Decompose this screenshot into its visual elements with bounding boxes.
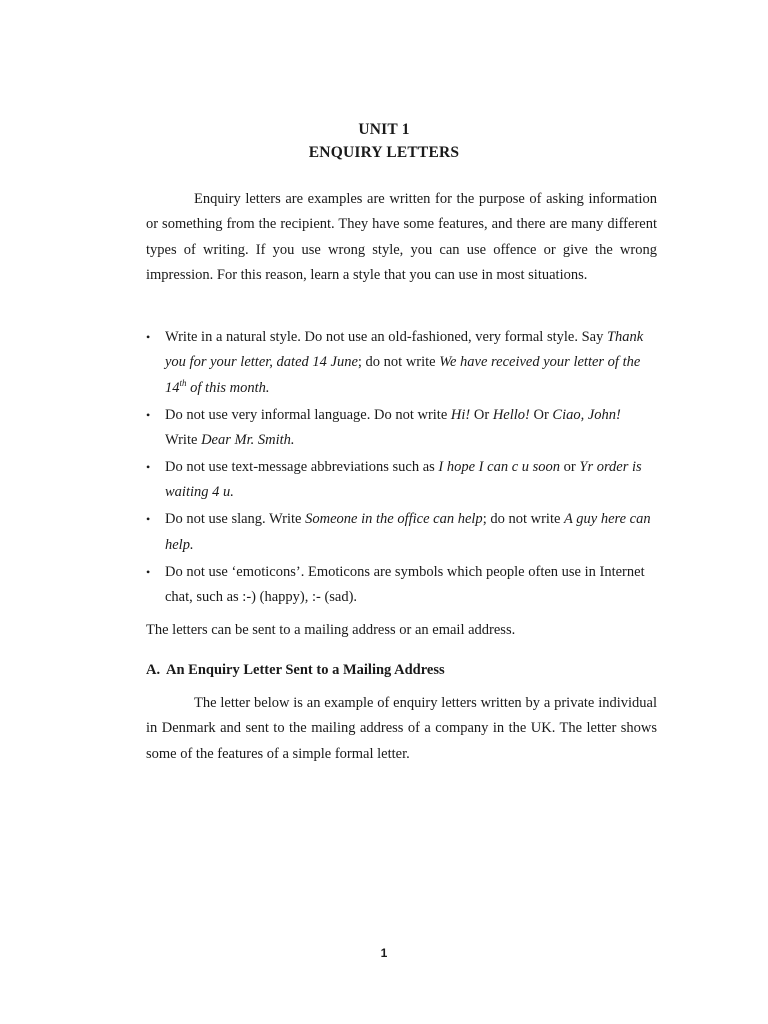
list-item xyxy=(146,455,657,506)
bullet-text: Or xyxy=(529,406,553,423)
bullet-text: Or xyxy=(470,406,493,423)
bullet-text: ; do not write xyxy=(482,511,565,528)
section-a-paragraph: The letter below is an example of enquiry letters written by a private individual in Denmark and sent to the mailing address of a company in the UK. The letter shows some of the features of a simple formal letter. xyxy=(146,695,657,762)
bullet-icon: • xyxy=(146,330,151,344)
ordinal-superscript: th xyxy=(179,377,187,388)
list-item xyxy=(146,507,657,558)
bullet-text: Do not use text-message abbreviations such as xyxy=(165,459,439,476)
bullet-icon: • xyxy=(146,407,151,422)
delivery-sentence: The letters can be sent to a mailing address or an email address. xyxy=(146,622,516,638)
bullet-example: Someone in the office can help xyxy=(305,511,483,528)
bullet-text: or xyxy=(560,459,580,476)
section-title: An Enquiry Letter Sent to a Mailing Address xyxy=(166,662,445,678)
bullet-text: Write xyxy=(165,431,202,448)
bullet-text: Do not use very informal language. Do not write xyxy=(165,406,451,423)
bullet-example: I hope I can c u soon xyxy=(438,459,561,476)
bullet-text: Do not use slang. Write xyxy=(165,511,306,528)
bullet-text: Write in a natural style. Do not use an old-fashioned, very formal style. Say xyxy=(165,329,607,345)
bullet-example: Yr order is waiting 4 u. xyxy=(165,459,642,501)
bullet-icon: • xyxy=(146,564,151,579)
bullet-example: Hello! xyxy=(492,406,530,423)
bullet-example: Ciao, John! xyxy=(552,406,621,423)
bullet-icon: • xyxy=(146,512,151,527)
style-guidelines-list xyxy=(146,325,657,612)
section-letter: A. xyxy=(146,662,161,678)
unit-subject: ENQUIRY LETTERS xyxy=(308,144,460,161)
bullet-example: Hi! xyxy=(450,406,471,423)
bullet-icon: • xyxy=(146,460,151,475)
list-item xyxy=(146,560,657,611)
section-a-heading xyxy=(146,658,445,683)
title-block xyxy=(0,118,768,164)
bullet-example: Dear Mr. Smith. xyxy=(201,431,295,448)
bullet-text: Do not use ‘emoticons’. Emoticons are symbols which people often use in Internet chat, such as :-) (happy), :- (sad). xyxy=(165,563,645,606)
bullet-example: Thank you for your letter, dated 14 June xyxy=(165,329,644,371)
bullet-text: ; do not write xyxy=(357,354,440,371)
bullet-example: We have received your letter of the 14 xyxy=(165,354,641,396)
unit-title: UNIT 1 xyxy=(358,121,410,138)
bullet-example: A guy here can help. xyxy=(165,511,651,553)
list-item xyxy=(146,403,657,454)
intro-paragraph: Enquiry letters are examples are written for the purpose of asking information or something from the recipient. They have some features, and there are many different types of writing. If you use wrong style, you can use offence or give the wrong impression. For this reason, learn a style that you can use in most situations. xyxy=(146,191,657,283)
list-item xyxy=(146,325,657,401)
bullet-example: of this month. xyxy=(186,379,270,396)
page-number: 1 xyxy=(380,946,388,960)
